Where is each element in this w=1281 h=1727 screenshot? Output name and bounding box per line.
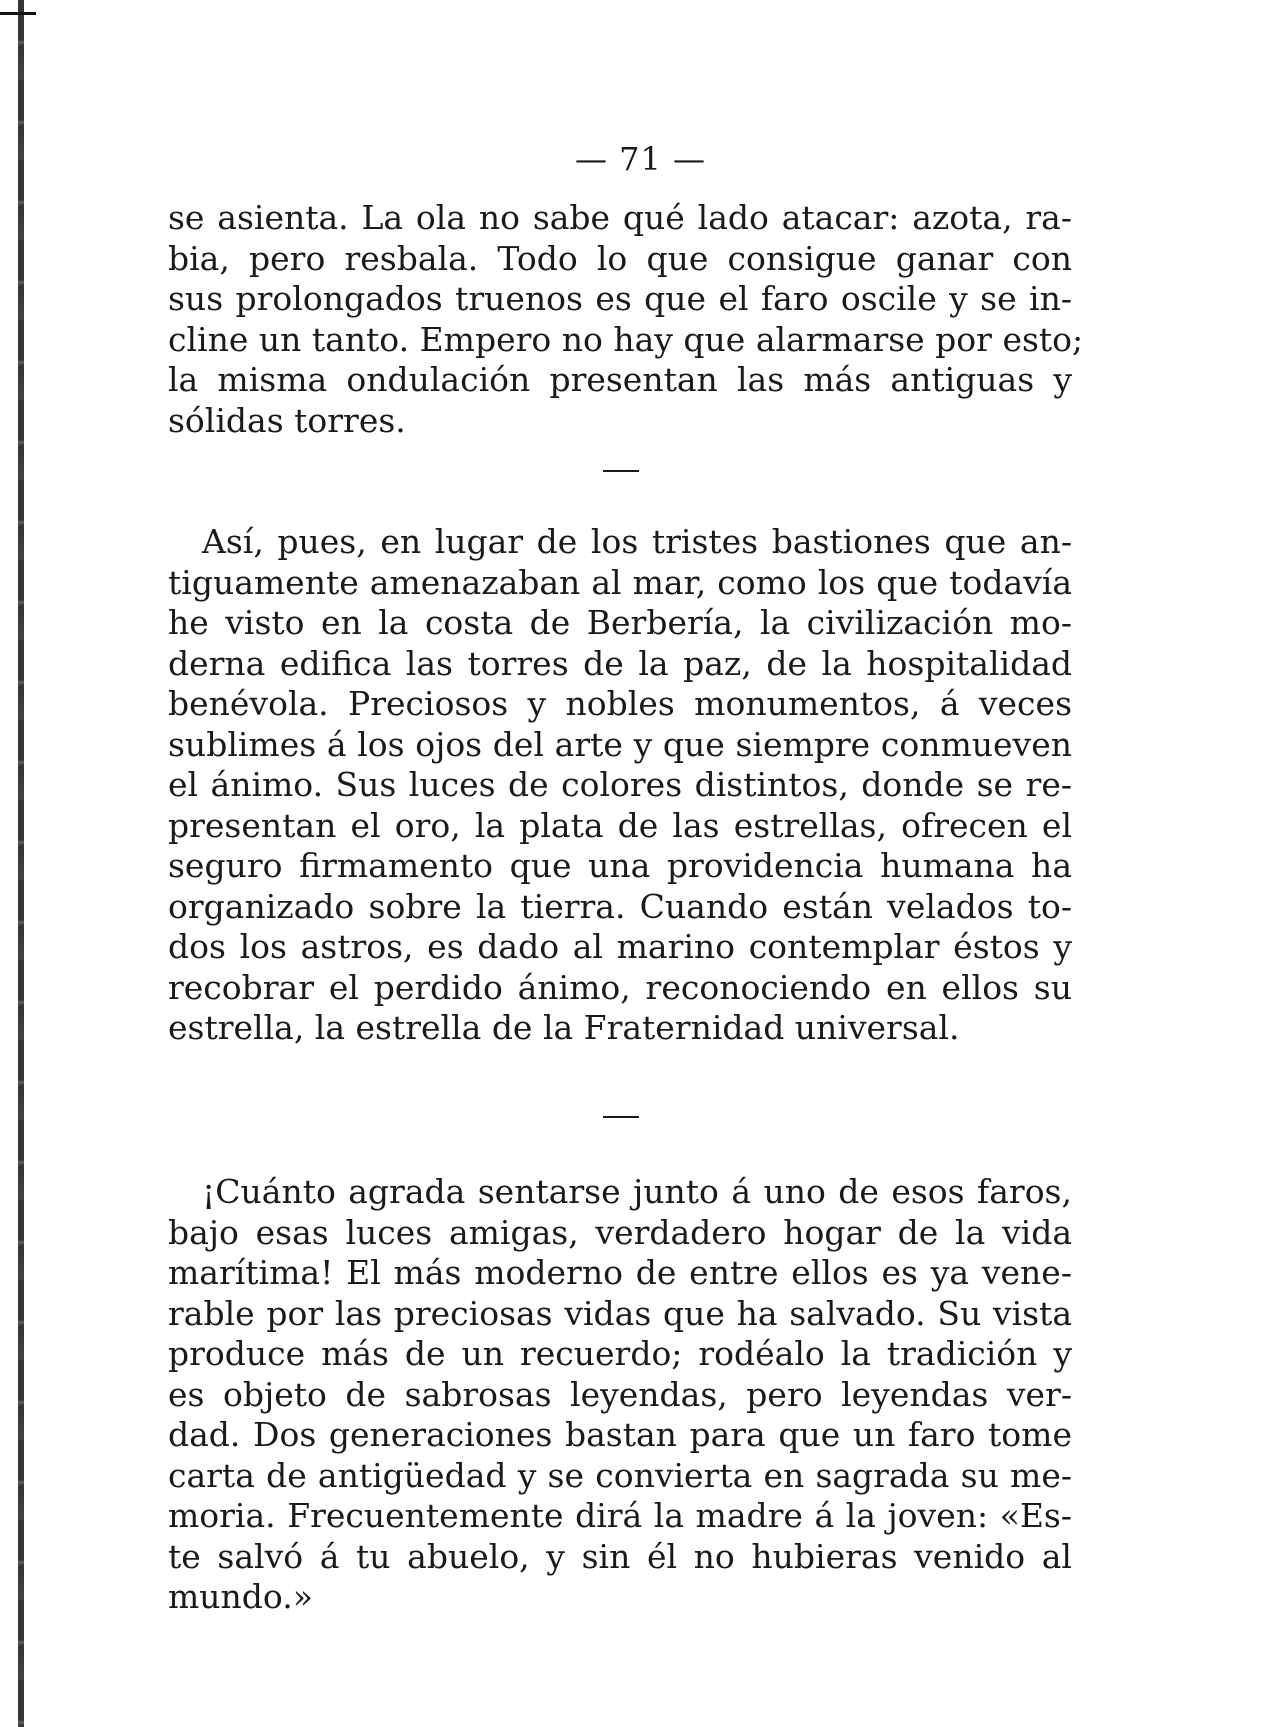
text-line: tiguamente amenazaban al mar, como los que todavía [168,562,1072,602]
text-line: organizado sobre la tierra. Cuando están velados to- [168,886,1072,926]
text-line: produce más de un recuerdo; rodéalo la tradición y [168,1334,1072,1373]
text-line: marítima! El más moderno de entre ellos es ya vene- [168,1253,1072,1292]
text-line: bajo esas luces amigas, verdadero hogar de la vida [168,1212,1072,1252]
text-line: sublimes á los ojos del arte y que siempre conmueven [168,724,1072,764]
paragraph-3 [168,1172,1072,1618]
text-line: derna edifica las torres de la paz, de la hospitalidad [168,643,1072,683]
text-line: ¡Cuánto agrada sentarse junto á uno de esos faros, [202,1172,1072,1211]
text-line: seguro firmamento que una providencia humana ha [168,846,1072,885]
text-line: dos los astros, es dado al marino contemplar éstos y [168,927,1072,966]
text-line: sus prolongados truenos es que el faro oscile y se in- [168,279,1072,318]
text-line: benévola. Preciosos y nobles monumentos, á veces [168,684,1072,723]
text-line: bia, pero resbala. Todo lo que consigue ganar con [168,238,1072,278]
page-number: — 71 — [574,140,707,178]
section-divider [603,470,639,472]
text-line: Así, pues, en lugar de los tristes bastiones que an- [202,522,1072,561]
section-divider [603,1116,639,1118]
paragraph-2 [168,522,1072,1049]
text-line: mundo.» [168,1577,313,1616]
text-line: la misma ondulación presentan las más antiguas y [168,360,1072,399]
text-line: rable por las preciosas vidas que ha salvado. Su vista [168,1293,1072,1333]
text-line: es objeto de sabrosas leyendas, pero leyendas ver- [168,1374,1072,1414]
binding-edge [18,0,24,1727]
paragraph-1 [168,198,1084,441]
text-line: cline un tanto. Empero no hay que alarmarse por esto; [168,319,1084,359]
text-line: recobrar el perdido ánimo, reconociendo en ellos su [168,967,1072,1007]
text-line: se asienta. La ola no sabe qué lado atacar: azota, ra- [168,198,1072,237]
text-line: he visto en la costa de Berbería, la civilización mo- [168,603,1072,642]
text-line: sólidas torres. [168,400,406,440]
text-line: el ánimo. Sus luces de colores distintos, donde se re- [168,765,1072,804]
text-line: carta de antigüedad y se convierta en sagrada su me- [168,1455,1072,1495]
text-line: moria. Frecuentemente dirá la madre á la joven: «Es- [168,1496,1072,1535]
text-line: dad. Dos generaciones bastan para que un faro tome [168,1415,1072,1454]
text-line: te salvó á tu abuelo, y sin él no hubieras venido al [168,1536,1072,1576]
text-line: estrella, la estrella de la Fraternidad universal. [168,1008,960,1047]
text-line: presentan el oro, la plata de las estrellas, ofrecen el [168,805,1072,845]
